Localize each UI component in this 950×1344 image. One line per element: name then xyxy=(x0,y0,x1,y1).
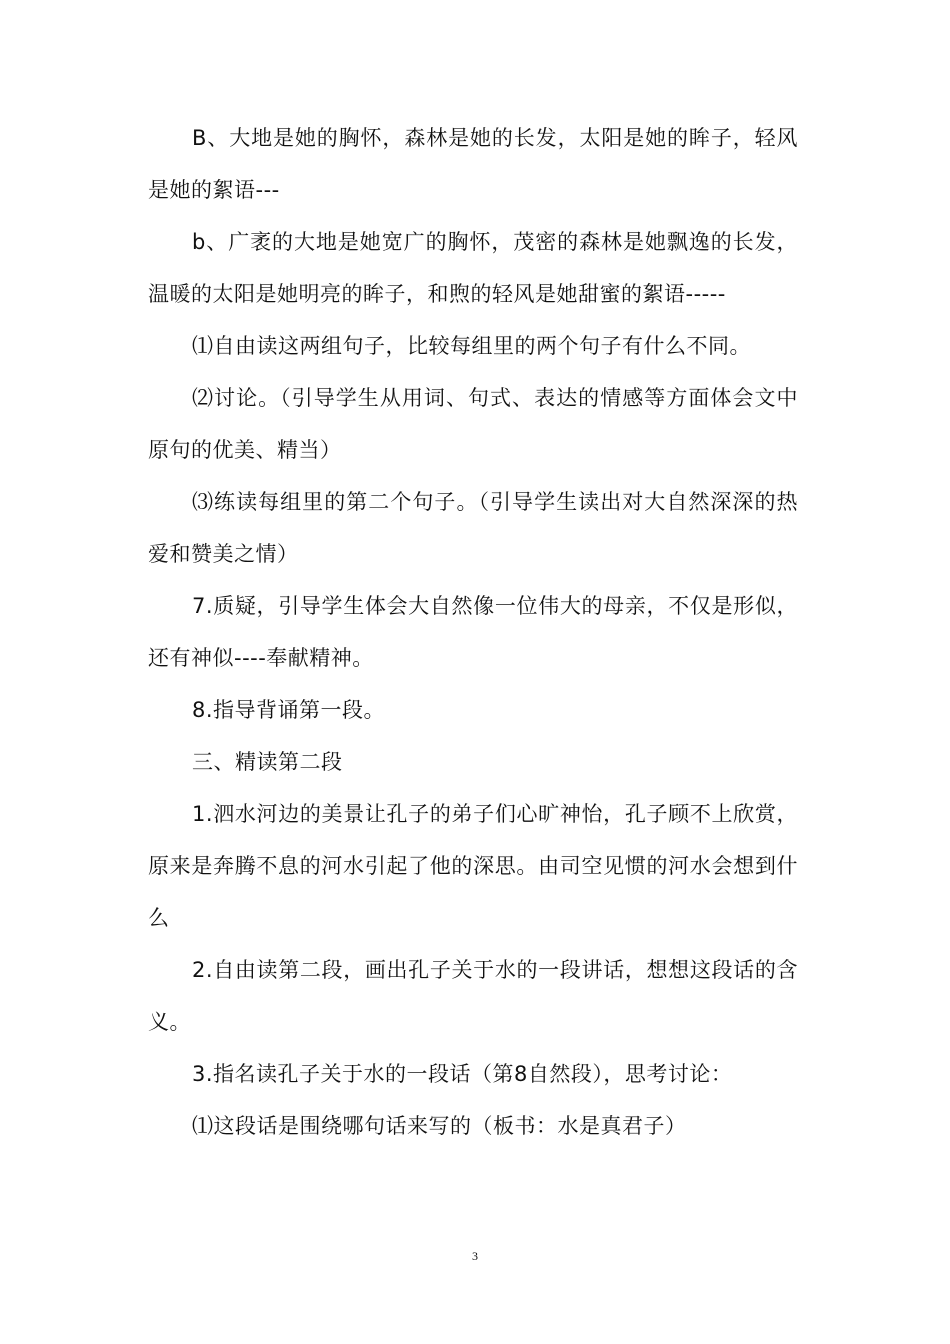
paragraph-item-8-recite: 8.指导背诵第一段。 xyxy=(192,698,386,722)
document-body xyxy=(148,112,798,1152)
page-number: 3 xyxy=(472,1249,478,1263)
paragraph-sentence-b-lower: b、广袤的大地是她宽广的胸怀，茂密的森林是她飘逸的长发，温暖的太阳是她明亮的眸子，和煦的轻风是她甜蜜的絮语----- xyxy=(148,230,798,306)
section-heading-part-three: 三、精读第二段 xyxy=(192,750,343,774)
paragraph-step-1-topic: ⑴这段话是围绕哪句话来写的（板书：水是真君子） xyxy=(192,1114,687,1138)
paragraph-item-1-sishui: 1.泗水河边的美景让孔子的弟子们心旷神怡，孔子顾不上欣赏，原来是奔腾不息的河水引起了他的深思。由司空见惯的河水会想到什么 xyxy=(148,802,798,930)
paragraph-step-1-read: ⑴自由读这两组句子，比较每组里的两个句子有什么不同。 xyxy=(192,334,751,358)
paragraph-item-2-free-read: 2.自由读第二段，画出孔子关于水的一段讲话，想想这段话的含义。 xyxy=(148,958,798,1034)
paragraph-sentence-b-upper: B、大地是她的胸怀，森林是她的长发，太阳是她的眸子，轻风是她的絮语--- xyxy=(148,126,798,202)
paragraph-step-2-discuss: ⑵讨论。（引导学生从用词、句式、表达的情感等方面体会文中原句的优美、精当） xyxy=(148,386,798,462)
paragraph-step-3-practice: ⑶练读每组里的第二个句子。（引导学生读出对大自然深深的热爱和赞美之情） xyxy=(148,490,798,566)
paragraph-item-3-named-read: 3.指名读孔子关于水的一段话（第8自然段），思考讨论： xyxy=(192,1062,733,1086)
paragraph-item-7-question: 7.质疑，引导学生体会大自然像一位伟大的母亲，不仅是形似，还有神似----奉献精神。 xyxy=(148,594,798,670)
